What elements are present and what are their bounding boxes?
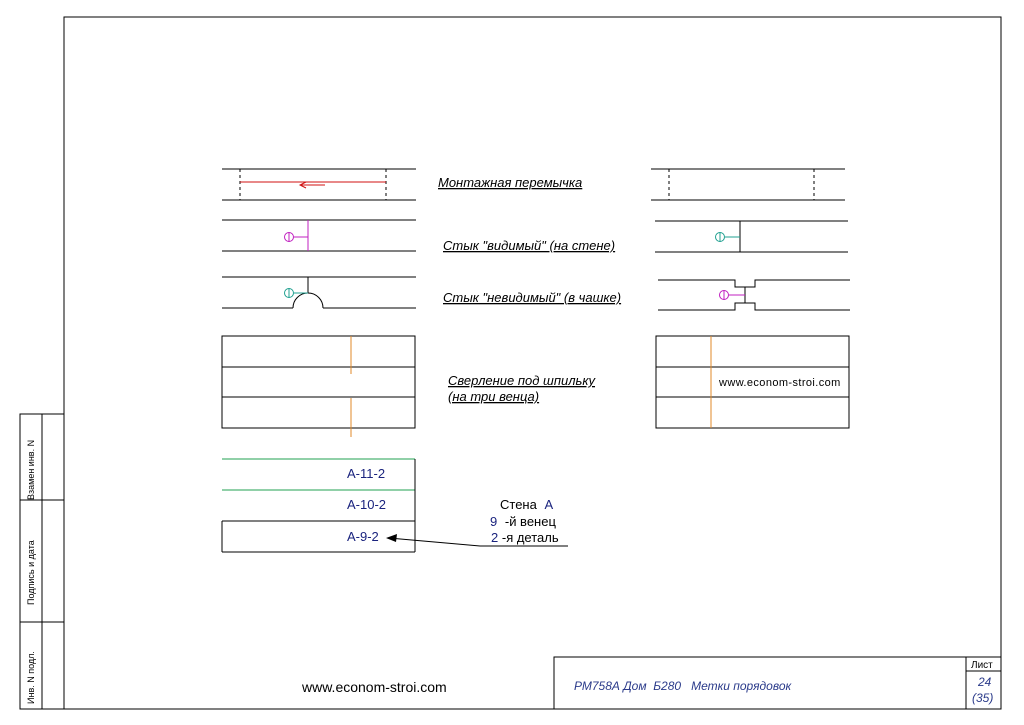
sheet-total: (35) <box>972 691 994 705</box>
drill-label-line2: (на три венца) <box>448 389 540 404</box>
course-word: -й венец <box>504 514 556 529</box>
wall-line <box>500 497 553 512</box>
visible-joint-label: Стык "видимый" (на стене) <box>443 238 616 253</box>
log-label-11: А-11-2 <box>347 466 386 481</box>
side-stamp-sign-date: Подпись и дата <box>26 540 36 605</box>
log-label-10: А-10-2 <box>347 497 387 512</box>
side-stamp-orig-inv: Инв. N подл. <box>26 651 36 704</box>
side-stamp <box>20 414 64 709</box>
hidden-joint-right-symbol <box>658 280 850 310</box>
course-value: 9 <box>490 514 498 529</box>
drill-label-line1: Сверление под шпильку <box>448 373 596 388</box>
title-block-text: РМ758А Дом Б280 Метки порядовок <box>574 679 792 693</box>
wall-word: Стена <box>500 497 537 512</box>
visible-joint-left-symbol <box>222 220 416 251</box>
drill-left-symbol <box>222 336 415 437</box>
course-line <box>490 514 556 529</box>
hidden-joint-left-symbol <box>222 277 416 308</box>
sheet-frame <box>64 17 1001 709</box>
bridge-left-symbol <box>222 169 416 200</box>
sheet-number: 24 <box>978 675 992 689</box>
log-label-9: А-9-2 <box>347 529 379 544</box>
bridge-right-symbol <box>651 169 845 200</box>
sheet-label: Лист <box>971 660 993 671</box>
bridge-label: Монтажная перемычка <box>438 175 583 190</box>
visible-joint-right-symbol <box>655 221 848 252</box>
side-stamp-replace: Взамен инв. N <box>26 439 36 500</box>
watermark-text: www.econom-stroi.com <box>719 377 841 389</box>
hidden-joint-label: Стык "невидимый" (в чашке) <box>443 290 622 305</box>
detail-word: -я деталь <box>501 530 559 545</box>
footer-website: www.econom-stroi.com <box>302 679 447 695</box>
wall-value: А <box>544 497 554 512</box>
detail-line <box>491 530 559 545</box>
log-labels-block <box>222 459 415 552</box>
detail-value: 2 <box>491 530 499 545</box>
